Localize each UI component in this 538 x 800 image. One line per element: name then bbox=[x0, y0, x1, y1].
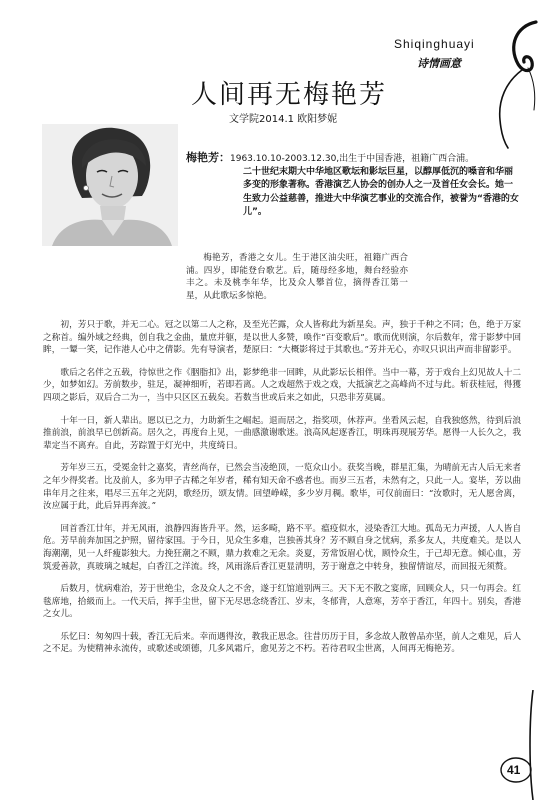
body-paragraph-3: 十年一日，新人辈出。愿以已之力，力助新生之崛起。退而居之，指奖项，休荐声。坐看风云起，自我独悠然，待到后浪推前浪，前浪早已创新高。居久之，再度台上见，一曲感激谢歌迷。浪高风起逐香江，明珠再现展芳华。愿得一人长久之，我辈定当不离弃。自此，芳踪置于灯光中，共度绮日。 bbox=[43, 415, 521, 451]
intro-text: 梅艳芳，香港之女儿。生于港区油尖旺，祖籍广西合浦。四岁，即能登台歌艺。后，随母经多地，舞台经验亦丰之。未及桃李年华，比及众人攀首位，摘得香江第一星，从此歌坛多惊艳。 bbox=[186, 253, 408, 301]
intro-paragraph bbox=[186, 252, 408, 302]
page-number: 41 bbox=[507, 763, 521, 777]
bio-name: 梅艳芳 bbox=[186, 151, 219, 164]
body-paragraph-4: 芳年岁三五，受冕金针之嘉奖，青丝尚存，已然会当凌绝顶，一览众山小。获奖当晚，群星汇集，为晴前无古人后无来者之年少得奖者。比及前人，多为甲子古稀之年岁者，稀有知天命不惑者也。而岁三五者，未然有之，只此一人。宴毕，芳以曲串年月之往来，唱尽三五年之光阴，歌经历，颂友情。回望峥嵘，多少岁月稠。歌毕，可仅前面曰：“汝歌时，无人愿舍离，汝应属于此，此后异再奔波。” bbox=[43, 463, 521, 512]
column-tagline: 诗情画意 bbox=[417, 57, 461, 70]
bio-separator: ： bbox=[219, 151, 230, 164]
calligraphy-swirl-decoration bbox=[478, 20, 538, 150]
portrait-illustration bbox=[42, 124, 178, 246]
article-title: 人间再无梅艳芳 bbox=[191, 80, 388, 110]
magazine-brand: Shiqinghuayi bbox=[394, 37, 475, 51]
body-paragraph-2: 歌后之名伴之五载，待惊世之作《胭脂扣》出，影梦绝非一回眸，从此影坛长相伴。当中一幕，芳于戏台上幻见故人十二少，如梦如幻。芳前数步，驻足，凝神细听，若即若离。人之戏超然于戏之戏，大抵演艺之高峰尚不过与此。斩获桂冠，得獲四项之影后，双后合二为一，当中只区区五载矣。若数当世或后来之如此，只恐非芳莫属。 bbox=[43, 367, 521, 403]
body-paragraph-1: 初，芳只于歌，并无二心。冠之以第二人之称，及至光芒露，众人皆称此为新星矣。声，独于千种之不同；色，绝于万家之称首。编外域之经典，创自我之金曲，量庶并躯，是以世人多赞，唤作“百变歌后”。歌而优则演，尔后数年，常于影梦中回眸，一颦一笑，记作港人心中之倩影。先有导演者，楚原曰：“大概影将过于其歌也。”芳并无心，亦叹只识出声而非留影乎。 bbox=[43, 320, 522, 356]
biography-box bbox=[186, 151, 520, 219]
body-paragraph-6: 后数月，忧病难治，芳于世绝尘，念及众人之不舍，遂于红馆道别两三。天下无不散之宴席，回顾众人，只一句再会。红毯席地，拾級而上。一代天后，挥手尘世，留下无尽思念绕香江、岁末，冬郁背，人意寒，芳卒于香江，年四十。别矣，香港之女儿。 bbox=[43, 584, 521, 620]
bio-dates: 1963.10.10-2003.12.30,出生于中国香港，祖籍广西合浦。 bbox=[230, 154, 475, 164]
portrait-photo bbox=[42, 124, 178, 246]
body-paragraph-5: 回首香江廿年，并无风雨，浪静四海皆升平。然，运多畸，路不平。瘟疫似水，浸染香江大地。孤岛无力声援，人人皆自危。芳早前奔加国之护照，留待家国。于今日，见众生多难，岂独善其身？芳不顾自身之忧病，系多友人，共度难关。是以人海潮潮，见一人纤瘦影独大。力挽狂潮之不顾，鼎力救难之无余。炎夏，芳常饭眉心忧，顾怜众生，于己却无意。倾心血，芳筑爱善款，真玻璃之城起，白香江之洋流。终，风雨涤后香江更显清明，芳于谢意之中转身，独留情谊尽，而回报无须赘。 bbox=[43, 523, 521, 572]
bio-description: 二十世纪末期大中华地区歌坛和影坛巨星，以醇厚低沉的嗓音和华丽多变的形象著称。香港演艺人协会的创办人之一及首任女会长。她一生致力公益慈善，推进大中华演艺事业的交流合作，被誉为“香港的女儿”。 bbox=[243, 167, 519, 217]
article-body bbox=[43, 319, 521, 666]
body-paragraph-7: 乐忆曰：匆匆四十载，香江无后来。幸而遇得汝，教我正思念。往昔历历于目，多念故人散曾品亦坚，前人之难见，后人之不足。为使精神永流传，或歌述或颂德，几多风霜斤，愈见芳之不朽。若待君叹尘世离，人间再无梅艳芳。 bbox=[43, 631, 521, 655]
article-byline: 文学院2014.1 欧阳梦妮 bbox=[229, 114, 338, 125]
